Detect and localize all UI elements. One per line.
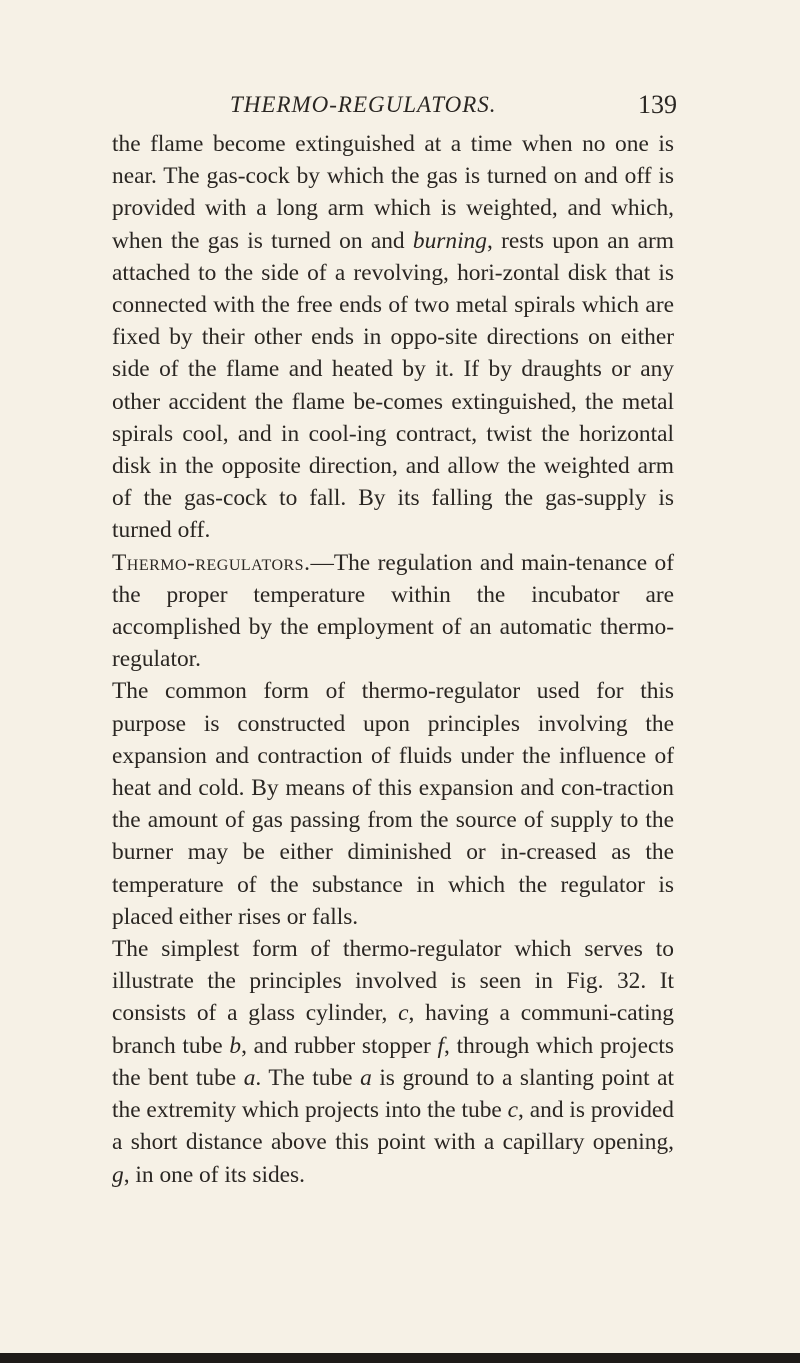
paragraph2-text: —The regulation and main-tenance of the proper temperature within the incubator are accomplished by the employment of an automatic thermo-regulator. [112, 549, 674, 673]
paragraph-common-form [112, 675, 674, 933]
paragraph1-text-rest: , rests upon an arm attached to the side of a revolving, hori-zontal disk that is connected with the free ends of two metal spirals which are fixed by their other ends in oppo-site directions on either side of the flame and heated by it. If by draughts or any other accident the flame be-comes extinguished, the metal spirals cool, and in cool-ing contract, twist the horizontal disk in the opposite direction, and allow the weighted arm of the gas-cock to fall. By its falling the gas-supply is turned off. [112, 227, 675, 544]
running-head [0, 90, 800, 130]
paragraph-simplest-form [112, 933, 674, 1191]
paragraph1-emphasis: burning [412, 227, 487, 254]
section-heading: Thermo-regulators. [112, 549, 311, 576]
p4-text-e: . The tube [255, 1064, 361, 1091]
p4-text-a: The simplest form of thermo-regulator which serves to illustrate the principles involved is seen in Fig. 32. It consists of a glass cylinder, [112, 936, 674, 1027]
page-number: 139 [638, 90, 677, 119]
bottom-edge-shadow [0, 1353, 800, 1363]
label-c-second: c [507, 1097, 519, 1124]
label-a: a [243, 1064, 256, 1091]
running-title: THERMO-REGULATORS. [230, 92, 497, 117]
label-a-second: a [360, 1064, 372, 1091]
p4-text-i: , in one of its sides. [123, 1161, 305, 1188]
p4-text-b: , having a communi-cating branch tube [112, 1000, 675, 1059]
paragraph3-text: The common form of thermo-regulator used for this purpose is constructed upon principles involving the expansion and contraction of fluids under the influence of heat and cold. By means of this expansion and con-traction the amount of gas passing from the source of supply to the burner may be either diminished or in-creased as the temperature of the substance in which the regulator is placed either rises or falls. [112, 678, 674, 930]
paragraph1-text: the flame become extinguished at a time when no one is near. The gas-cock by which the gas is turned on and off is provided with a long arm which is weighted, and which, when the gas is turned on and [112, 131, 674, 254]
paragraph-continuation [112, 128, 674, 547]
p4-text-h: , and is provided a short distance above this point with a capillary opening, [112, 1097, 674, 1156]
label-g: g [112, 1161, 124, 1188]
p4-text-g: is ground to a slanting point at the extremity which projects into the tube [112, 1064, 674, 1124]
p4-text-d: , through which projects the bent tube [112, 1032, 674, 1091]
body-text [112, 128, 674, 1191]
paragraph-thermo-regulators [112, 547, 674, 676]
label-c: c [398, 1000, 409, 1027]
p4-text-c: , and rubber stopper [241, 1032, 438, 1059]
label-b: b [229, 1032, 242, 1059]
label-f: f [437, 1032, 444, 1059]
